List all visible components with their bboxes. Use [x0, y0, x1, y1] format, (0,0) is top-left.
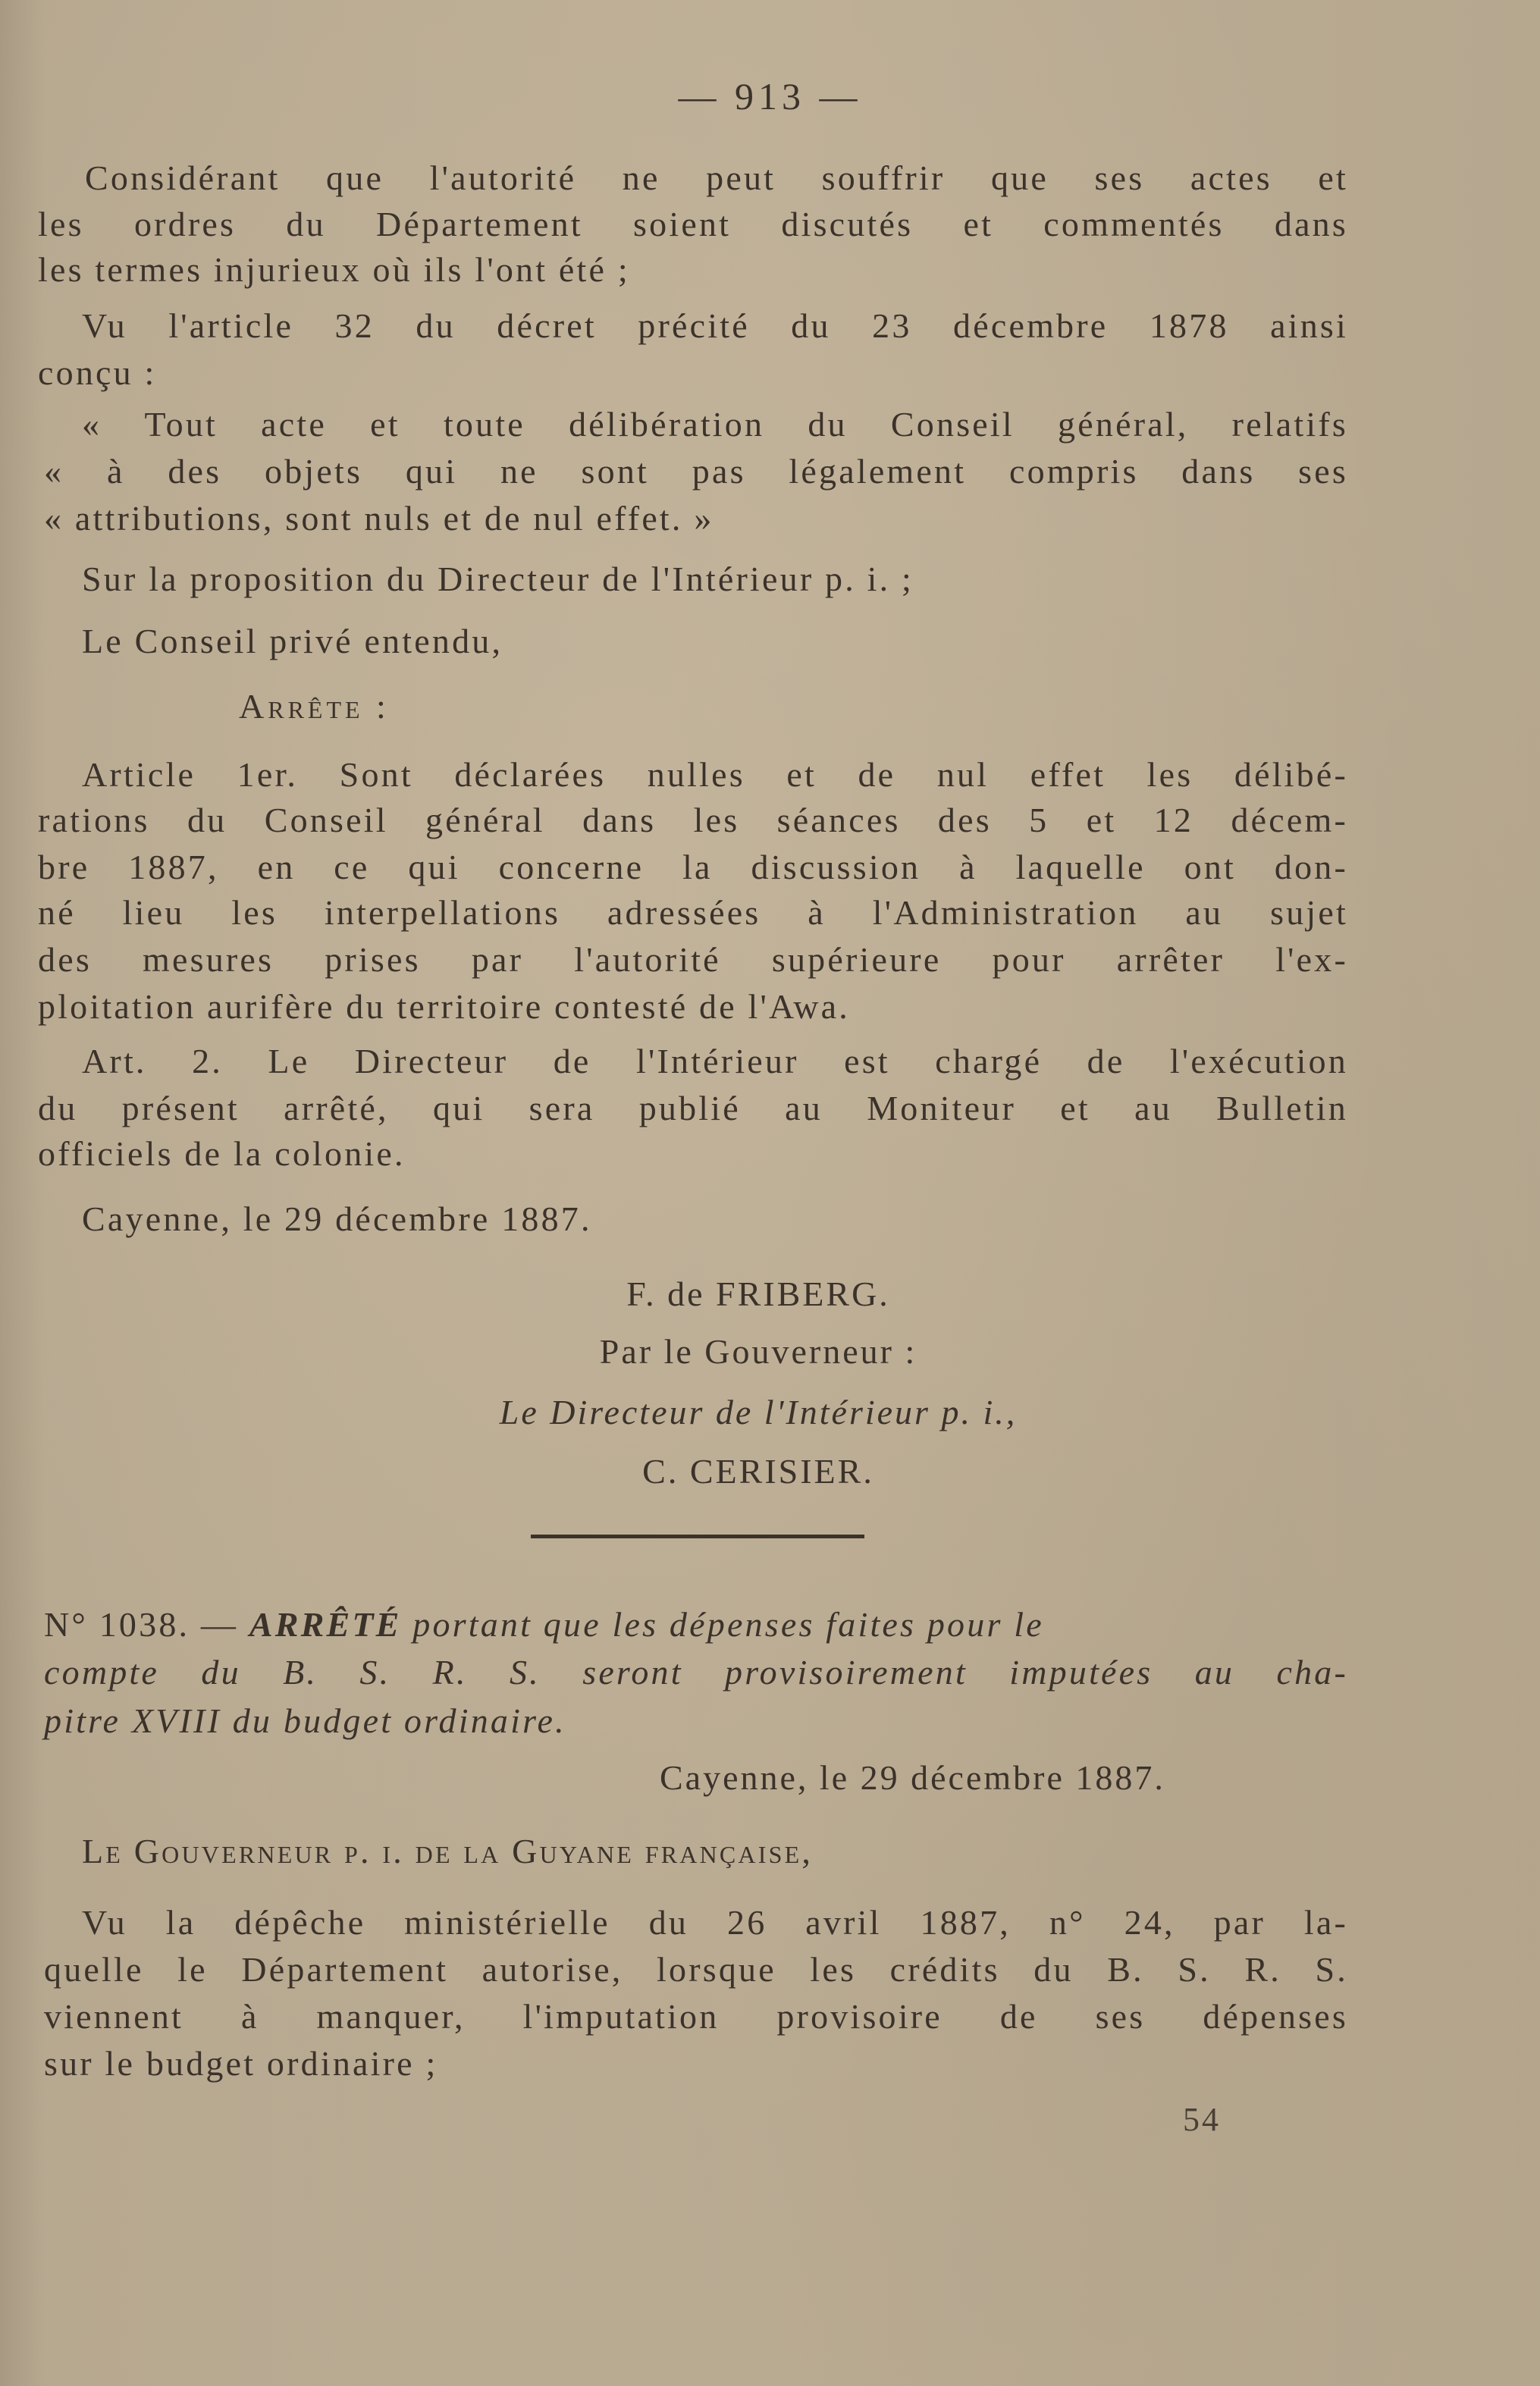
gouverneur-text: Le Gouverneur p. i. de la Guyane française,	[82, 1832, 814, 1870]
signature-mark: 54	[1183, 2101, 1221, 2138]
arrete-1038-heading	[44, 1600, 1348, 1650]
proposition-line: Sur la proposition du Directeur de l'Intérieur p. i. ;	[82, 560, 914, 598]
quote-line-1: « Tout acte et toute délibération du Conseil général, relatifs	[82, 405, 1348, 444]
conseil-line: Le Conseil privé entendu,	[82, 622, 503, 660]
article2-line-2: du présent arrêté, qui sera publié au Moniteur et au Bulletin	[38, 1089, 1348, 1127]
considerant-line-2: les ordres du Département soient discutés et commentés dans	[38, 205, 1348, 243]
arrete-title-line-3: pitre XVIII du budget ordinaire.	[44, 1701, 566, 1740]
quote-line-3: « attributions, sont nuls et de nul effet. »	[44, 499, 714, 538]
arrete-heading: Arrête :	[239, 687, 390, 726]
signatory-name: F. de FRIBERG.	[626, 1275, 890, 1313]
par-le-gouverneur: Par le Gouverneur :	[599, 1332, 917, 1371]
arrete-title-line-1: portant que les dépenses faites pour le	[412, 1605, 1044, 1644]
vu-article-line-2: conçu :	[38, 353, 157, 392]
article1-line-4: né lieu les interpellations adressées à l'Administration au sujet	[38, 893, 1348, 932]
vu-depeche-line-4: sur le budget ordinaire ;	[44, 2044, 438, 2083]
arrete-dash: —	[200, 1605, 239, 1644]
article1-line-5: des mesures prises par l'autorité supérieure pour arrêter l'ex-	[38, 940, 1348, 979]
vu-depeche-line-1: Vu la dépêche ministérielle du 26 avril 1887, n° 24, par la-	[82, 1903, 1348, 1942]
article1-line-2: rations du Conseil général dans les séances des 5 et 12 décem-	[38, 801, 1348, 839]
article2-line-3: officiels de la colonie.	[38, 1134, 406, 1173]
considerant-line-1: Considérant que l'autorité ne peut souffrir que ses actes et	[85, 158, 1348, 197]
considerant-line-3: les termes injurieux où ils l'ont été ;	[38, 250, 630, 289]
arrete-1038-date: Cayenne, le 29 décembre 1887.	[660, 1758, 1165, 1797]
article1-line-6: ploitation aurifère du territoire contesté de l'Awa.	[38, 987, 850, 1026]
place-date: Cayenne, le 29 décembre 1887.	[82, 1199, 592, 1238]
arrete-title-lead: ARRÊTÉ	[249, 1605, 402, 1644]
section-divider	[531, 1535, 864, 1538]
arrete-title-line-2: compte du B. S. R. S. seront provisoirement imputées au cha-	[44, 1653, 1348, 1692]
vu-depeche-line-2: quelle le Département autorise, lorsque les crédits du B. S. R. S.	[44, 1950, 1348, 1989]
article2-line-1: Art. 2. Le Directeur de l'Intérieur est chargé de l'exécution	[82, 1042, 1348, 1080]
director-title: Le Directeur de l'Intérieur p. i.,	[499, 1393, 1018, 1431]
vu-depeche-line-3: viennent à manquer, l'imputation provisoire de ses dépenses	[44, 1997, 1348, 2036]
article1-line-1: Article 1er. Sont déclarées nulles et de nul effet les délibé-	[82, 755, 1348, 794]
arrete-number: N° 1038.	[44, 1605, 190, 1644]
vu-article-line-1: Vu l'article 32 du décret précité du 23 décembre 1878 ainsi	[82, 306, 1348, 345]
gouverneur-line	[82, 1829, 1348, 1874]
page-number: — 913 —	[678, 75, 862, 118]
article1-line-3: bre 1887, en ce qui concerne la discussion à laquelle ont don-	[38, 848, 1348, 886]
quote-line-2: « à des objets qui ne sont pas légalement compris dans ses	[44, 452, 1348, 491]
director-name: C. CERISIER.	[642, 1452, 874, 1491]
